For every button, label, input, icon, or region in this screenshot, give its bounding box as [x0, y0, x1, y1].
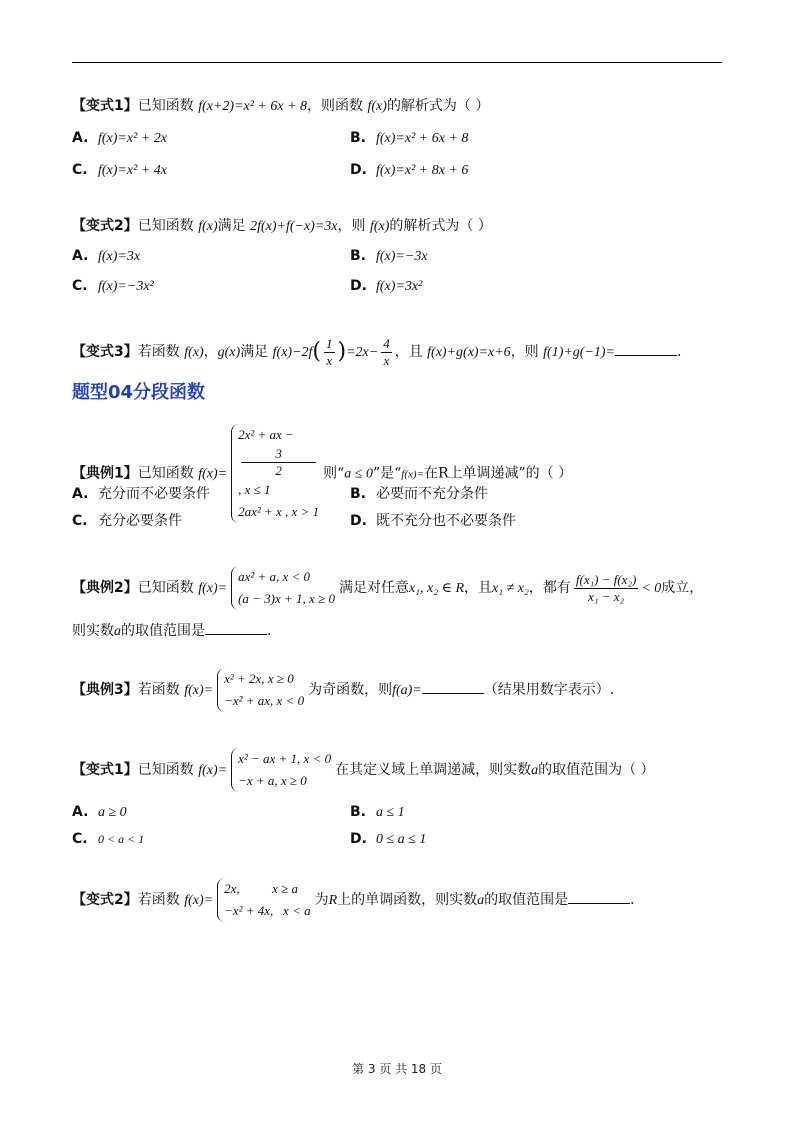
option-letter: A.	[72, 804, 89, 820]
option-letter: D.	[350, 162, 367, 178]
question-text: ”是“	[372, 465, 402, 482]
question-text: （结果用数字表示）.	[483, 682, 615, 698]
question-label: 【变式3】	[72, 344, 138, 360]
option-d	[350, 829, 426, 850]
option-text: 必要而不充分条件	[376, 486, 488, 502]
piece-1: x² + 2x, x ≥ 0	[224, 671, 294, 686]
option-text: 既不充分也不必要条件	[376, 513, 516, 529]
question-label: 【典例3】	[72, 682, 138, 698]
option-letter: A.	[72, 486, 89, 502]
option-letter: B.	[350, 248, 366, 264]
option-b	[350, 246, 428, 267]
option-b	[350, 484, 488, 504]
option-c	[72, 511, 182, 531]
option-letter: B.	[350, 486, 366, 502]
question-label: 【典例1】	[72, 465, 138, 482]
option-letter: C.	[72, 831, 88, 847]
option-b	[350, 128, 468, 149]
piece-2: (a − 3)x + 1, x ≥ 0	[238, 591, 335, 606]
option-text: a ≥ 0	[98, 805, 127, 820]
piecewise-brace	[231, 748, 331, 792]
option-text: f(x)=x² + 8x + 6	[376, 163, 469, 178]
piece-2: 2ax² + x , x > 1	[238, 504, 320, 519]
piece-part: 2x² + ax −	[238, 427, 294, 442]
variable: a	[531, 763, 539, 778]
question-text: 则“	[323, 465, 345, 482]
question-variant-1b	[72, 746, 655, 795]
question-text: 则实数	[72, 623, 114, 639]
question-text: 的取值范围为（ ）	[538, 762, 655, 778]
question-label: 【变式2】	[72, 218, 138, 234]
variables: x₁, x₂ ∈ R	[408, 581, 465, 596]
option-letter: A.	[72, 248, 89, 264]
option-letter: C.	[72, 278, 88, 294]
question-text: 已知函数	[137, 762, 194, 778]
fraction-numerator: 4	[383, 335, 390, 351]
option-c	[72, 829, 144, 849]
question-text: 已知函数	[137, 580, 194, 596]
function-symbol: f(x)=	[198, 763, 228, 778]
variable: a	[114, 624, 121, 639]
variable: a	[477, 893, 485, 908]
option-b	[350, 802, 405, 823]
piece-2: −x² + ax, x < 0	[224, 693, 305, 708]
option-text: f(x)=x² + 4x	[98, 163, 167, 178]
question-label: 【典例2】	[72, 580, 138, 596]
option-letter: B.	[350, 130, 366, 146]
section-heading: 题型04分段函数	[72, 382, 206, 403]
option-text: a ≤ 1	[376, 805, 405, 820]
question-text: 已知函数	[137, 218, 194, 234]
question-text: 若函数	[137, 892, 180, 908]
function-symbol: f(x)	[369, 219, 390, 234]
question-text: 为	[314, 892, 329, 908]
option-letter: D.	[350, 278, 367, 294]
answer-blank[interactable]	[422, 679, 484, 694]
function-symbol: g(x)	[217, 345, 241, 360]
option-a	[72, 484, 210, 504]
question-text: 的解析式为（ ）	[389, 218, 492, 234]
fraction-numerator: f(x₁) − f(x₂)	[575, 571, 637, 587]
option-text: f(x)=3x²	[376, 279, 423, 294]
option-text: f(x)=x² + 6x + 8	[376, 131, 469, 146]
option-d	[350, 276, 422, 297]
question-variant-2b	[72, 876, 635, 925]
question-label: 【变式2】	[72, 892, 138, 908]
function-symbol: f(x)=	[401, 468, 424, 481]
ask-expression: f(1)+g(−1)=	[543, 345, 616, 360]
fraction-denominator: x₁ − x₂	[588, 588, 625, 604]
question-text: 的取值范围是	[121, 623, 205, 639]
question-text: 若函数	[137, 344, 180, 360]
fraction	[324, 336, 335, 369]
paren-open: (	[312, 339, 321, 364]
question-text: ，则	[510, 344, 539, 360]
option-letter: A.	[72, 130, 89, 146]
option-text: 充分而不必要条件	[98, 486, 210, 502]
given-equation: f(x+2)=x² + 6x + 8	[198, 99, 308, 114]
page-footer: 第 3 页 共 18 页	[352, 1062, 442, 1076]
question-text: 在其定义域上单调递减，则实数	[335, 762, 532, 778]
option-letter: D.	[350, 831, 367, 847]
question-text: 的取值范围是	[484, 892, 569, 908]
answer-blank[interactable]	[568, 889, 630, 904]
question-text: 满足	[240, 344, 269, 360]
option-text: f(x)=3x	[98, 249, 141, 264]
condition: a ≤ 0	[344, 466, 373, 482]
period: .	[677, 344, 682, 360]
piecewise-brace	[231, 566, 335, 610]
piece-2: −x² + 4x, x < a	[224, 903, 311, 918]
option-d	[350, 160, 468, 181]
fraction-denominator: x	[326, 352, 333, 368]
question-text: 成立，	[661, 580, 704, 596]
question-text: 在R上单调递减”的（ ）	[423, 465, 573, 482]
condition-part: f(x)−2f	[272, 345, 313, 360]
function-symbol: f(x)	[367, 99, 387, 114]
piece-2: −x + a, x ≥ 0	[238, 773, 307, 788]
option-letter: B.	[350, 804, 366, 820]
piecewise-brace	[217, 878, 311, 922]
question-text: 的解析式为（ ）	[386, 98, 490, 114]
question-text: 满足对任意	[338, 580, 409, 596]
condition-equation: f(x)+g(x)=x+6	[427, 345, 511, 360]
question-variant-1	[72, 96, 489, 117]
answer-blank[interactable]	[205, 620, 267, 635]
option-text: 0 < a < 1	[98, 832, 145, 846]
function-symbol: f(x)=	[184, 683, 214, 698]
option-d	[350, 511, 516, 531]
function-symbol: f(x)=	[184, 893, 214, 908]
header-rule	[72, 62, 722, 63]
function-symbol: f(x)	[184, 345, 204, 360]
question-text: 为奇函数，则	[308, 682, 393, 698]
question-text: 满足	[217, 218, 246, 234]
condition-equation: 2f(x)+f(−x)=3x	[250, 219, 338, 234]
fraction-denominator: x	[383, 352, 390, 368]
condition: x₁ ≠ x₂	[492, 581, 529, 596]
question-variant-2	[72, 216, 492, 237]
option-text: f(x)=x² + 2x	[98, 131, 167, 146]
question-variant-3	[72, 334, 681, 371]
piece-part: , x ≤ 1	[238, 482, 271, 497]
fraction	[241, 446, 316, 479]
fraction	[574, 572, 638, 605]
option-a	[72, 128, 167, 149]
inequality: < 0	[641, 581, 662, 596]
function-symbol: f(x)	[198, 219, 218, 234]
fraction	[381, 336, 392, 369]
option-c	[72, 276, 154, 297]
question-text: ，则函数	[307, 98, 364, 114]
period: .	[267, 623, 272, 639]
option-text: f(x)=−3x²	[98, 279, 154, 294]
ask-expression: f(a)=	[392, 683, 422, 698]
fraction-numerator: 3	[241, 446, 316, 463]
question-text: 若函数	[137, 682, 180, 698]
option-a	[72, 802, 127, 823]
option-letter: D.	[350, 513, 367, 529]
question-text: 已知函数	[137, 465, 194, 482]
option-c	[72, 160, 167, 181]
paren-close: )	[337, 339, 347, 364]
function-symbol: f(x)=	[198, 466, 228, 482]
domain-symbol: R	[328, 893, 338, 908]
option-letter: C.	[72, 513, 88, 529]
separator: ，	[203, 344, 218, 360]
function-symbol: f(x)=	[198, 581, 228, 596]
example-1	[72, 424, 572, 523]
option-a	[72, 246, 140, 267]
option-letter: C.	[72, 162, 88, 178]
answer-blank[interactable]	[615, 341, 677, 356]
question-label: 【变式1】	[72, 98, 138, 114]
fraction-denominator: 2	[275, 463, 282, 478]
piece-1: 2x, x ≥ a	[224, 881, 299, 896]
piece-1	[238, 424, 319, 501]
option-text: 0 ≤ a ≤ 1	[376, 832, 427, 847]
piecewise-brace	[231, 424, 319, 523]
question-text: ，则	[337, 218, 366, 234]
question-text: ，且	[464, 580, 493, 596]
piece-1: ax² + a, x < 0	[238, 569, 311, 584]
condition-part: =2x−	[346, 345, 379, 360]
option-text: 充分必要条件	[98, 513, 182, 529]
piece-1: x² − ax + 1, x < 0	[238, 751, 332, 766]
option-text: f(x)=−3x	[376, 249, 428, 264]
question-text: ，且	[394, 344, 423, 360]
question-text: ，都有	[528, 580, 571, 596]
example-3	[72, 666, 614, 715]
example-2	[72, 564, 703, 613]
piecewise-brace	[217, 668, 304, 712]
question-text: 已知函数	[137, 98, 194, 114]
example-2-line-2	[72, 620, 271, 642]
fraction-numerator: 1	[326, 335, 333, 351]
question-label: 【变式1】	[72, 762, 138, 778]
period: .	[630, 892, 635, 908]
question-text: 上的单调函数，则实数	[337, 892, 478, 908]
